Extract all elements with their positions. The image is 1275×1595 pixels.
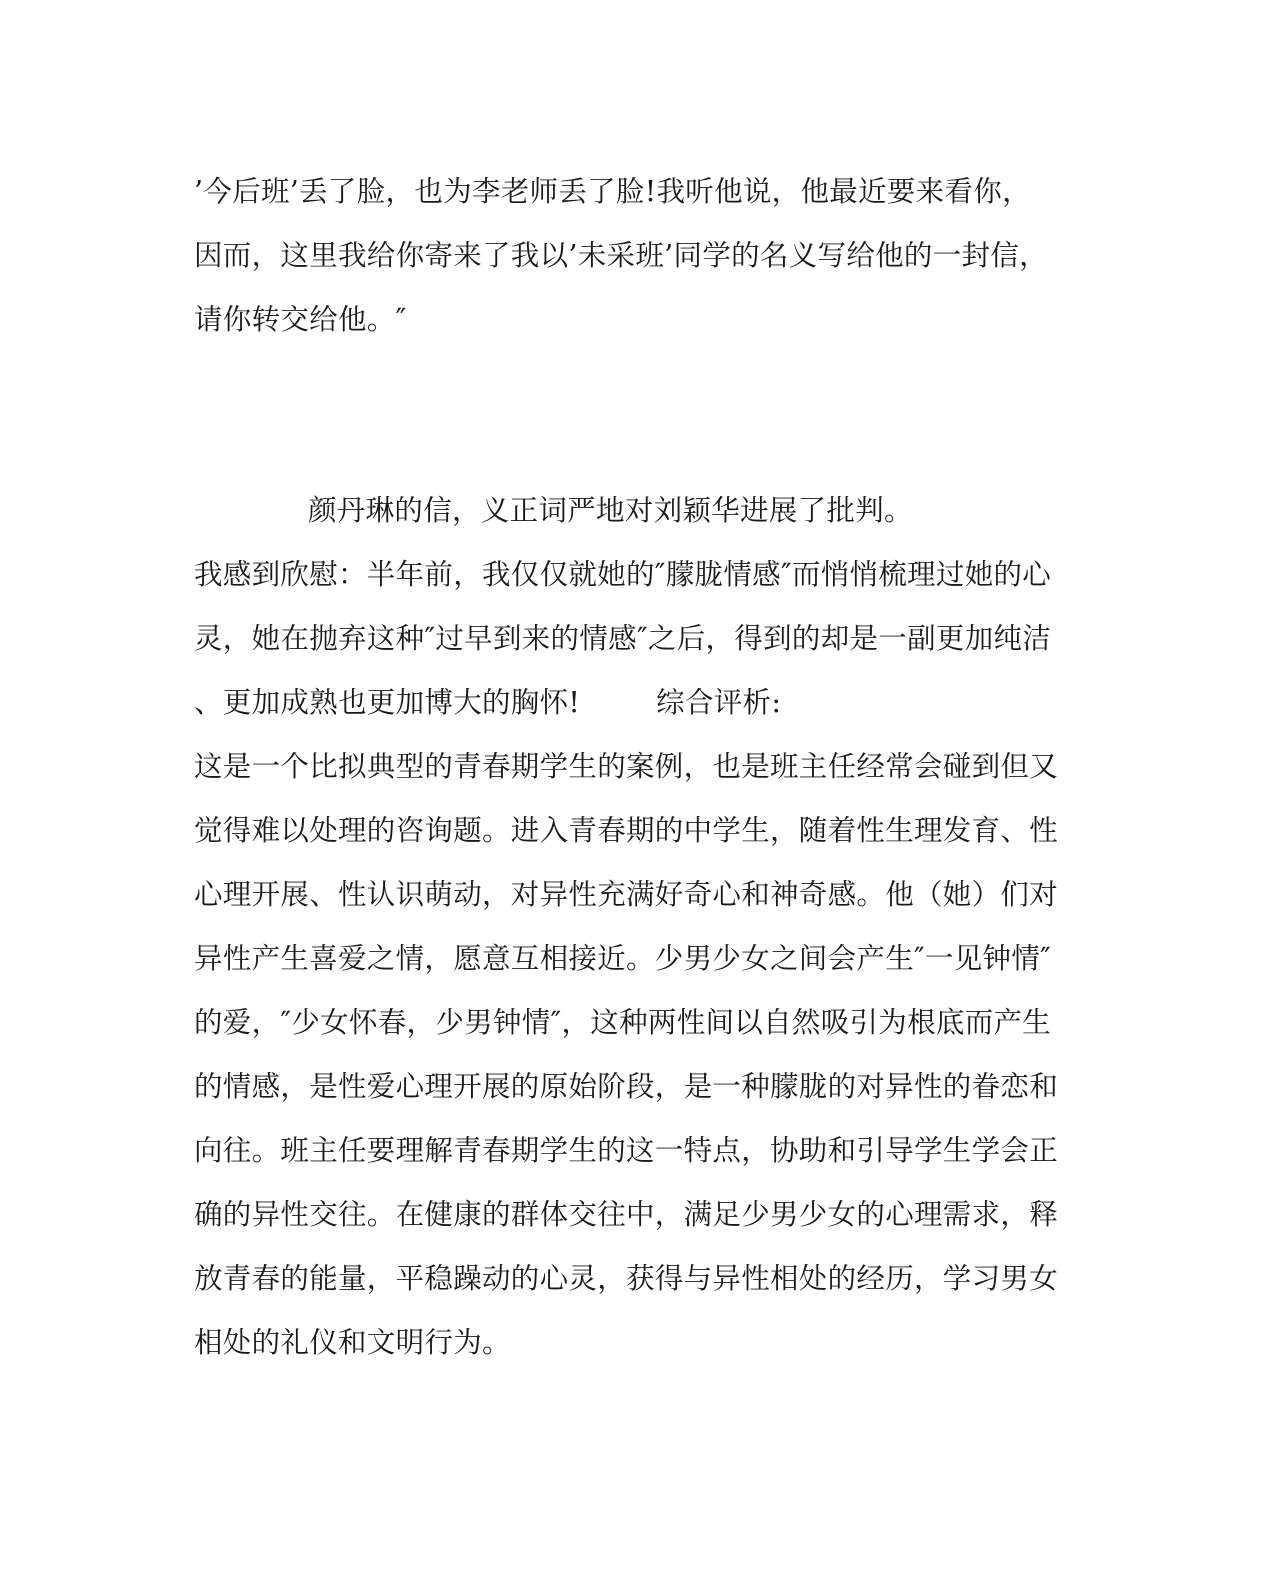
text-line: 向往。班主任要理解青春期学生的这一特点，协助和引导学生学会正 <box>194 1134 1059 1167</box>
text-line: 的爱，″少女怀春，少男钟情″，这种两性间以自然吸引为根底而产生 <box>194 1006 1052 1039</box>
text-line: 这是一个比拟典型的青春期学生的案例，也是班主任经常会碰到但又 <box>194 750 1059 783</box>
text-line: 灵，她在抛弃这种″过早到来的情感″之后，得到的却是一副更加纯洁 <box>194 622 1052 655</box>
text-line: 因而，这里我给你寄来了我以’未采班’同学的名义写给他的一封信， <box>194 239 1048 272</box>
text-segment: 、更加成熟也更加博大的胸怀! <box>194 686 581 719</box>
text-line: 心理开展、性认识萌动，对异性充满好奇心和神奇感。他（她）们对 <box>194 878 1059 911</box>
section-heading: 综合评析: <box>656 686 782 719</box>
paragraph-first-line: 颜丹琳的信，义正词严地对刘颖华进展了批判。 <box>308 494 913 527</box>
text-line: 我感到欣慰：半年前，我仅仅就她的″朦胧情感″而悄悄梳理过她的心 <box>194 558 1052 591</box>
text-line: 觉得难以处理的咨询题。进入青春期的中学生，随着性生理发育、性 <box>194 814 1059 847</box>
text-line: 相处的礼仪和文明行为。 <box>194 1326 511 1359</box>
text-line: 请你转交给他。″ <box>194 303 407 336</box>
text-line: ’今后班’丢了脸，也为李老师丢了脸!我听他说，他最近要来看你， <box>194 175 1031 208</box>
text-line: 的情感，是性爱心理开展的原始阶段，是一种朦胧的对异性的眷恋和 <box>194 1070 1059 1103</box>
text-line <box>194 683 1074 723</box>
text-line: 放青春的能量，平稳躁动的心灵，获得与异性相处的经历，学习男女 <box>194 1262 1059 1295</box>
text-line: 确的异性交往。在健康的群体交往中，满足少男少女的心理需求，释 <box>194 1198 1059 1231</box>
text-line: 异性产生喜爱之情，愿意互相接近。少男少女之间会产生″一见钟情″ <box>194 942 1052 975</box>
